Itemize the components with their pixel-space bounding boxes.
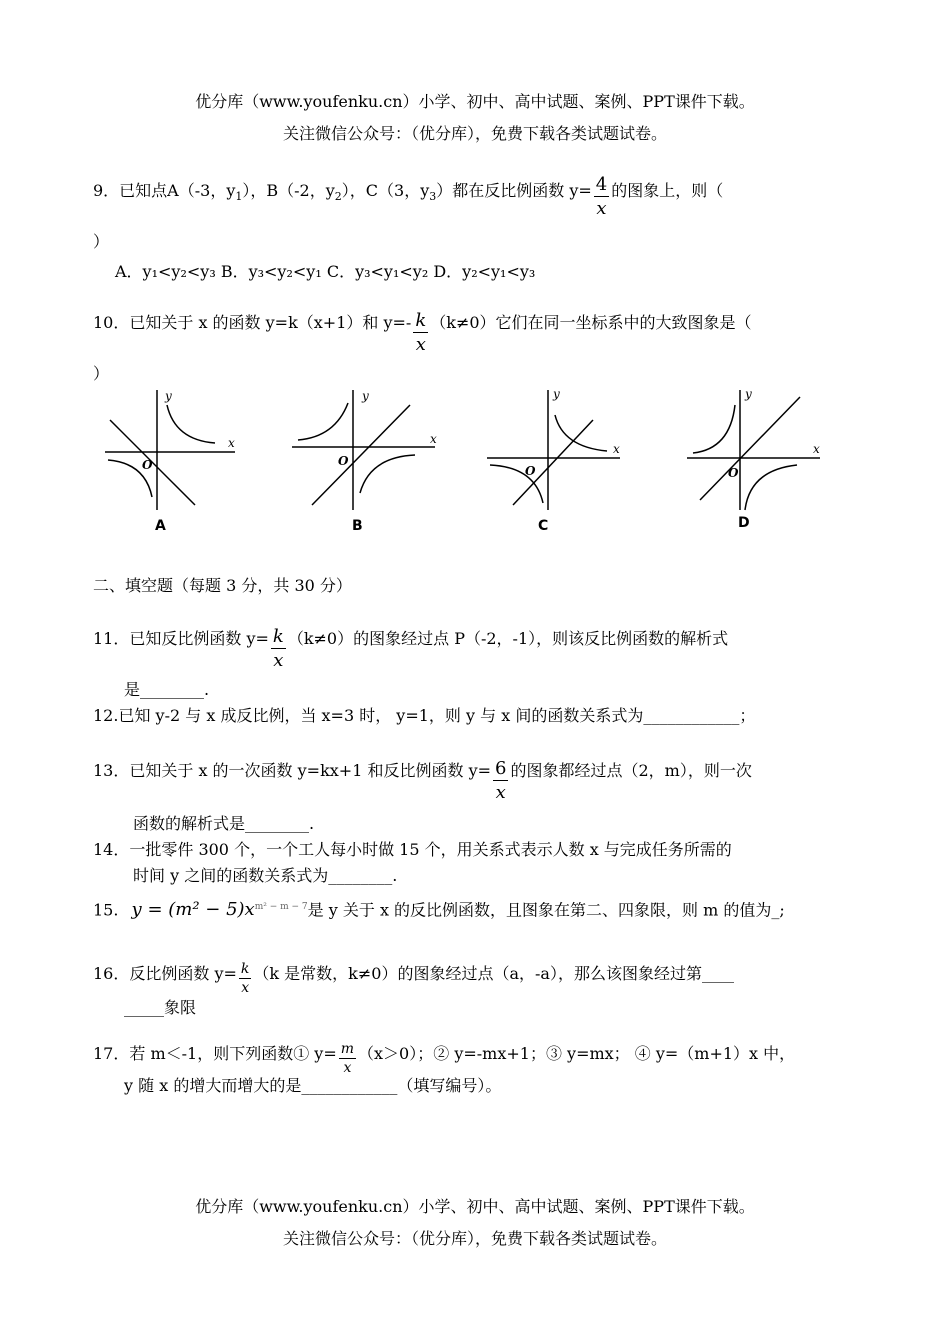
question-12: 12.已知 y-2 与 x 成反比例，当 x=3 时， y=1，则 y 与 x 间的函数关系式为____________； xyxy=(93,706,756,725)
header-line-2: 关注微信公众号：（优分库），免费下载各类试题试卷。 xyxy=(282,124,667,143)
graph-b xyxy=(290,385,440,515)
axis-label-y: y xyxy=(745,387,752,401)
fraction: $\frac{k}{x}$ xyxy=(240,961,250,996)
hyperbola-branch xyxy=(360,455,415,493)
question-16: 16．反比例函数 y= $\frac{k}{x}$ （k 是常数，k≠0）的图象经过点（a，-a），那么该图象经过第____ xyxy=(93,961,734,996)
origin-label: O xyxy=(142,458,153,472)
fraction: $\frac{k}{x}$ xyxy=(415,310,427,355)
formula: y = (m² − 5)x xyxy=(131,899,255,921)
hyperbola-branch xyxy=(298,403,348,440)
origin-label: O xyxy=(525,464,536,478)
question-14-line1: 14．一批零件 300 个，一个工人每小时做 15 个，用关系式表示人数 x 与完成任务所需的 xyxy=(93,840,732,859)
axis-label-x: x xyxy=(228,436,235,450)
question-15: 15. $y = (m^2 - 5)x^{m^2 - m - 7}$是 y 关于 x 的反比例函数，且图象在第二、四象限，则 m 的值为_; xyxy=(93,899,785,921)
axis-label-x: x xyxy=(430,432,437,446)
graph-c xyxy=(485,385,625,515)
axis-label-y: y xyxy=(362,389,369,403)
graph-d xyxy=(685,385,825,515)
question-11-line2: 是________. xyxy=(124,680,210,699)
graph-label-c: C xyxy=(538,518,549,534)
header-line-1: 优分库（www.youfenku.cn）小学、初中、高中试题、案例、PPT课件下载。 xyxy=(195,92,755,111)
origin-label: O xyxy=(728,466,739,480)
section-2-title: 二、填空题（每题 3 分，共 30 分） xyxy=(93,576,352,595)
formula-exponent: m² − m − 7 xyxy=(254,902,308,912)
hyperbola-branch xyxy=(693,405,735,453)
line-graph xyxy=(513,420,593,505)
graph-label-a: A xyxy=(155,518,166,534)
axis-label-x: x xyxy=(613,442,620,456)
fraction: $\frac{4}{x}$ xyxy=(595,174,608,219)
line-graph xyxy=(700,397,800,500)
axis-label-x: x xyxy=(813,442,820,456)
hyperbola-branch xyxy=(745,465,797,510)
question-10-close: ） xyxy=(93,364,110,383)
axis-label-y: y xyxy=(553,387,560,401)
hyperbola-branch xyxy=(167,405,215,443)
graph-label-d: D xyxy=(738,515,750,531)
question-14-line2: 时间 y 之间的函数关系式为________. xyxy=(133,866,398,885)
question-16-line2: _____象限 xyxy=(124,998,197,1017)
question-9: 9．已知点A（-3，$y_1$），B（-2，$y_2$），C（3，$y_3$）都在反比例函数 y= $\frac{4}{x}$ 的图象上，则（ xyxy=(93,174,724,219)
axis-label-y: y xyxy=(165,389,172,403)
graph-a xyxy=(100,385,240,515)
question-9-options: A．y₁<y₂<y₃ B．y₃<y₂<y₁ C．y₃<y₁<y₂ D．y₂<y₁<y₃ xyxy=(115,262,536,281)
graph-label-b: B xyxy=(352,518,363,534)
footer-line-1: 优分库（www.youfenku.cn）小学、初中、高中试题、案例、PPT课件下载。 xyxy=(195,1197,755,1216)
question-9-close: ） xyxy=(93,232,110,251)
question-13-line2: 函数的解析式是________. xyxy=(133,814,315,833)
footer-line-2: 关注微信公众号：（优分库），免费下载各类试题试卷。 xyxy=(282,1229,667,1248)
question-10: 10．已知关于 x 的函数 y=k（x+1）和 y=- $\frac{k}{x}$ （k≠0）它们在同一坐标系中的大致图象是（ xyxy=(93,310,752,355)
fraction: $\frac{6}{x}$ xyxy=(495,758,507,803)
fraction: $\frac{k}{x}$ xyxy=(272,626,284,671)
fraction: $\frac{m}{x}$ xyxy=(340,1041,355,1076)
question-17-line2: y 随 x 的增大而增大的是____________（填写编号）。 xyxy=(124,1076,502,1095)
question-11: 11．已知反比例函数 y= $\frac{k}{x}$ （k≠0）的图象经过点 P（-2，-1），则该反比例函数的解析式 xyxy=(93,626,729,671)
question-13: 13．已知关于 x 的一次函数 y=kx+1 和反比例函数 y= $\frac{6}{x}$ 的图象都经过点（2，m），则一次 xyxy=(93,758,752,803)
question-17: 17．若 m＜-1，则下列函数① y= $\frac{m}{x}$ （x＞0）；② y=-mx+1；③ y=mx； ④ y=（m+1）x 中， xyxy=(93,1041,796,1076)
origin-label: O xyxy=(338,454,349,468)
